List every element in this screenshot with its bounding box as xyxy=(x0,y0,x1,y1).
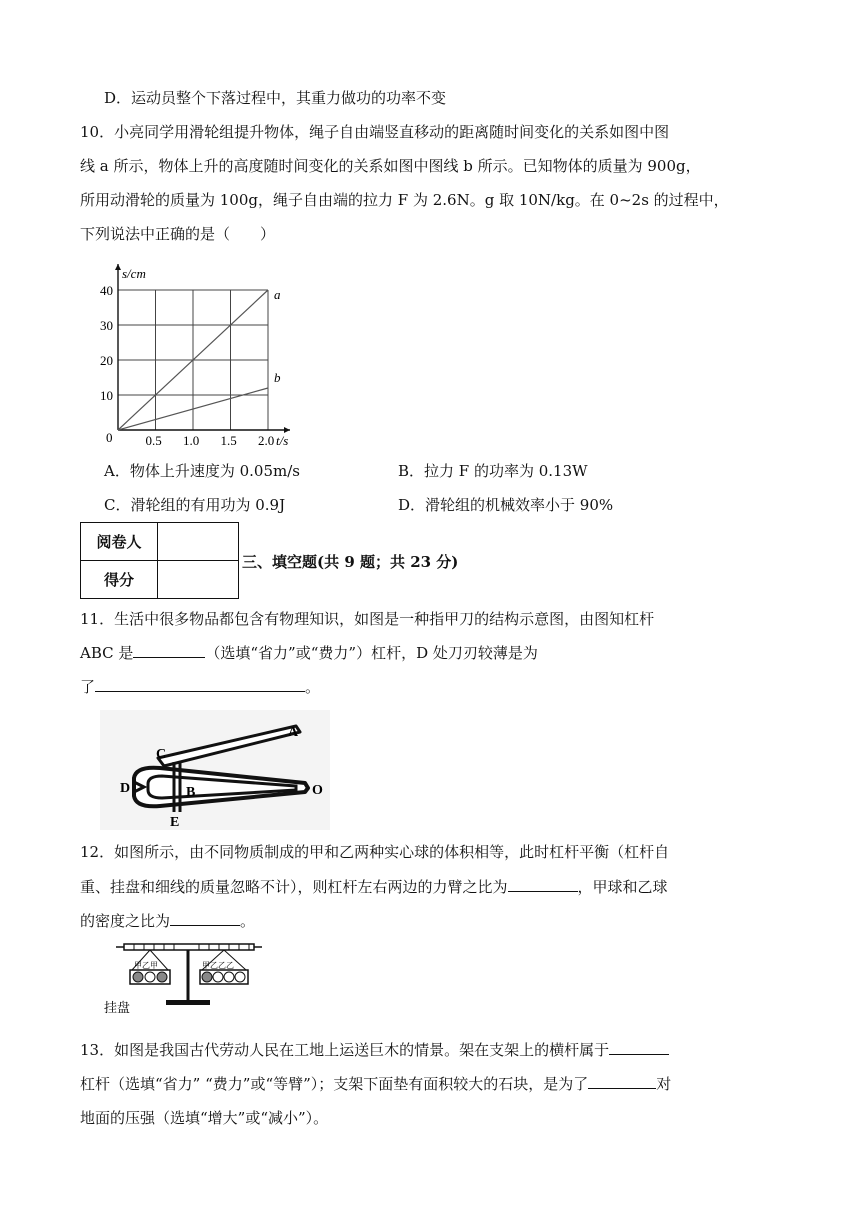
q11-line-2 xyxy=(80,643,538,663)
q10-distance-time-chart xyxy=(96,258,306,448)
fig-label-a: A xyxy=(288,725,299,740)
q13-line-3: 地面的压强（选填“增大”或“减小”）。 xyxy=(80,1109,329,1127)
y-tick-label-1: 20 xyxy=(100,353,113,368)
series-label-a: a xyxy=(274,287,281,302)
origin-label: 0 xyxy=(106,430,113,445)
right-balls-label: 甲乙乙乙 xyxy=(202,961,234,970)
fig-label-b: B xyxy=(186,785,196,800)
q9-option-d: D．运动员整个下落过程中，其重力做功的功率不变 xyxy=(104,89,447,107)
q12-line-3 xyxy=(80,911,255,931)
q10-line-3: 所用动滑轮的质量为 100g，绳子自由端的拉力 F 为 2.6N。g 取 10N/kg。在 0~2s 的过程中， xyxy=(80,191,729,209)
x-tick-label-2: 1.5 xyxy=(220,433,237,448)
q12-line-3-end: 。 xyxy=(240,912,256,930)
q12-lever-balance-figure xyxy=(104,940,264,1016)
q11-line-2-end: （选填“省力”或“费力”）杠杆，D 处刀刃较薄是为 xyxy=(205,644,538,662)
fig-label-d: D xyxy=(120,781,131,796)
left-balls-label: 甲乙甲 xyxy=(134,961,158,970)
fig-label-c: C xyxy=(156,747,167,762)
score-cell[interactable] xyxy=(158,561,239,599)
y-axis-label: s/cm xyxy=(122,266,146,281)
q10-line-4: 下列说法中正确的是（ ） xyxy=(80,225,276,243)
q13-line-2 xyxy=(80,1074,671,1094)
q11-blank-2[interactable] xyxy=(95,677,305,692)
q10-option-c: C．滑轮组的有用功为 0.9J xyxy=(104,496,286,514)
score-label: 得分 xyxy=(81,561,158,599)
reviewer-label: 阅卷人 xyxy=(81,523,158,561)
y-axis-arrow xyxy=(115,264,121,270)
q11-line-1: 11．生活中很多物品都包含有物理知识，如图是一种指甲刀的结构示意图，由图知杠杆 xyxy=(80,610,655,628)
fig-label-o: O xyxy=(312,783,323,798)
y-tick-label-2: 30 xyxy=(100,318,113,333)
q13-line-1 xyxy=(80,1040,669,1060)
q11-blank-1[interactable] xyxy=(133,643,205,658)
q10-line-1: 10．小亮同学用滑轮组提升物体，绳子自由端竖直移动的距离随时间变化的关系如图中图 xyxy=(80,123,670,141)
q12-line-1: 12．如图所示，由不同物质制成的甲和乙两种实心球的体积相等，此时杠杆平衡（杠杆自 xyxy=(80,843,670,861)
y-tick-label-3: 40 xyxy=(100,283,113,298)
q13-line-1-start: 13．如图是我国古代劳动人民在工地上运送巨木的情景。架在支架上的横杆属于 xyxy=(80,1041,610,1059)
y-tick-label-0: 10 xyxy=(100,388,113,403)
grading-table xyxy=(80,522,239,599)
q13-line-2-start: 杠杆（选填“省力” “费力”或“等臂”）；支架下面垫有面积较大的石块，是为了 xyxy=(80,1075,589,1093)
q10-option-d: D．滑轮组的机械效率小于 90% xyxy=(398,496,614,514)
series-label-b: b xyxy=(274,370,281,385)
q11-line-3-end: 。 xyxy=(305,678,321,696)
q11-line-3-start: 了 xyxy=(80,678,96,696)
q11-line-2-start: ABC 是 xyxy=(80,644,134,662)
q13-blank-2[interactable] xyxy=(588,1074,656,1089)
x-axis-label: t/s xyxy=(276,433,289,448)
reviewer-cell[interactable] xyxy=(158,523,239,561)
q12-blank-1[interactable] xyxy=(508,877,578,892)
q11-nail-clipper-figure xyxy=(100,710,330,830)
pan-label: 挂盘 xyxy=(104,1000,131,1015)
q13-blank-1[interactable] xyxy=(609,1040,669,1055)
q10-option-b: B．拉力 F 的功率为 0.13W xyxy=(398,462,588,480)
section-3-title: 三、填空题(共 9 题；共 23 分) xyxy=(242,553,459,571)
q12-blank-2[interactable] xyxy=(170,911,240,926)
x-tick-label-1: 1.0 xyxy=(183,433,200,448)
q13-line-2-end: 对 xyxy=(656,1075,672,1093)
q10-option-a: A．物体上升速度为 0.05m/s xyxy=(104,462,300,480)
fig-label-e: E xyxy=(170,815,180,830)
q11-line-3 xyxy=(80,677,320,697)
x-tick-label-3: 2.0 xyxy=(258,433,275,448)
q12-line-2 xyxy=(80,877,668,897)
q12-line-2-start: 重、挂盘和细线的质量忽略不计），则杠杆左右两边的力臂之比为 xyxy=(80,878,508,896)
x-tick-label-0: 0.5 xyxy=(145,433,162,448)
q12-line-2-end: ，甲球和乙球 xyxy=(577,878,668,896)
q10-line-2: 线 a 所示，物体上升的高度随时间变化的关系如图中图线 b 所示。已知物体的质量为 900g， xyxy=(80,157,701,175)
q12-line-3-start: 的密度之比为 xyxy=(80,912,171,930)
